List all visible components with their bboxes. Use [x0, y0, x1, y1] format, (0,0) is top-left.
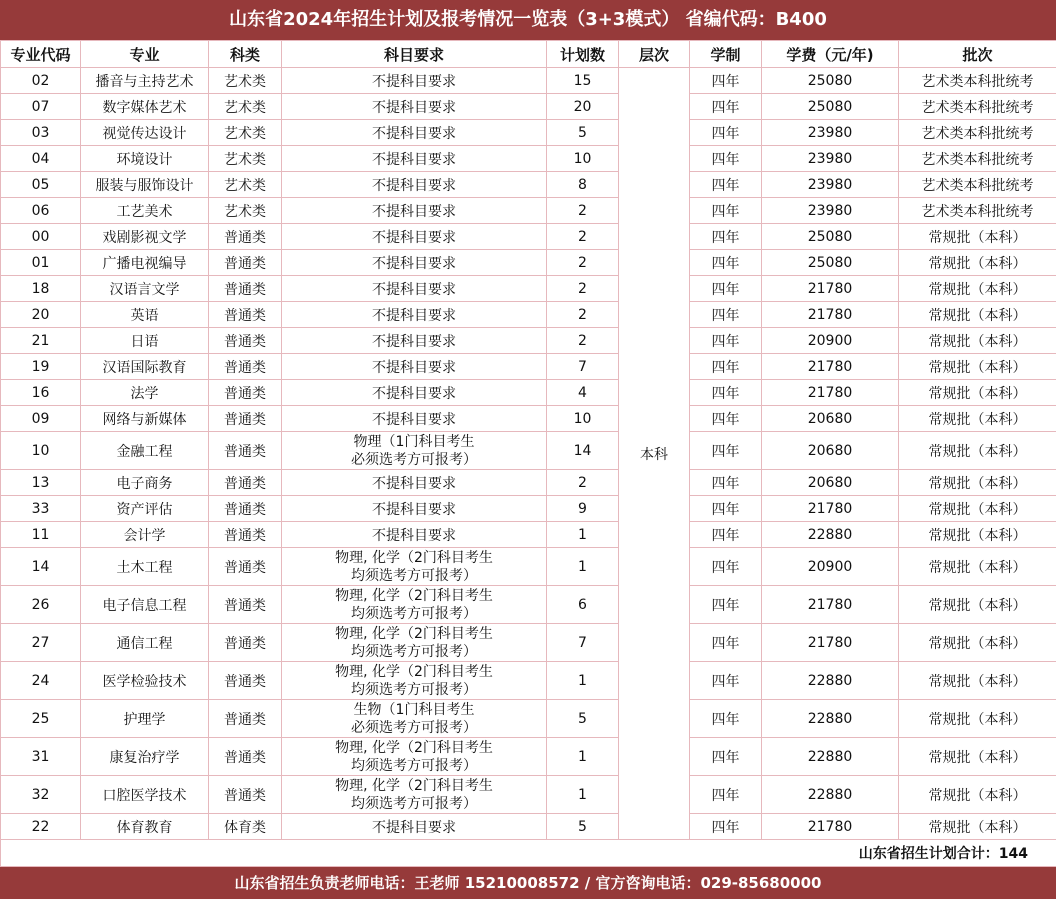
category-cell: 体育类	[209, 814, 282, 840]
plan-count-cell: 15	[547, 68, 619, 94]
plan-count-cell: 5	[547, 814, 619, 840]
subject-requirement-cell	[282, 120, 547, 146]
duration-cell: 四年	[690, 328, 762, 354]
duration-cell: 四年	[690, 354, 762, 380]
subject-requirement-line: 不提科目要求	[372, 819, 456, 836]
batch-cell: 常规批（本科）	[899, 814, 1056, 840]
subject-requirement-cell	[282, 406, 547, 432]
subject-requirement-cell	[282, 496, 547, 522]
tuition-cell: 25080	[762, 94, 899, 120]
table-row	[1, 814, 1056, 840]
plan-count-cell: 2	[547, 250, 619, 276]
duration-cell: 四年	[690, 470, 762, 496]
subject-requirement-line: 物理, 化学（2门科目考生	[335, 625, 493, 642]
major-name-cell: 数字媒体艺术	[81, 94, 209, 120]
duration-cell: 四年	[690, 198, 762, 224]
major-code-cell: 32	[1, 776, 81, 814]
duration-cell: 四年	[690, 302, 762, 328]
table-body	[1, 68, 1056, 840]
tuition-cell: 23980	[762, 172, 899, 198]
batch-cell: 艺术类本科批统考	[899, 94, 1056, 120]
subject-requirement-line: 均须选考方可报考）	[351, 605, 477, 622]
major-code-cell: 05	[1, 172, 81, 198]
plan-count-cell: 4	[547, 380, 619, 406]
plan-count-cell: 7	[547, 624, 619, 662]
table-row	[1, 302, 1056, 328]
subject-requirement-line: 不提科目要求	[372, 99, 456, 116]
batch-cell: 常规批（本科）	[899, 406, 1056, 432]
major-name-cell: 广播电视编导	[81, 250, 209, 276]
plan-count-cell: 2	[547, 328, 619, 354]
table-row	[1, 548, 1056, 586]
enrollment-table	[0, 40, 1056, 867]
major-code-cell: 13	[1, 470, 81, 496]
duration-cell: 四年	[690, 380, 762, 406]
plan-count-cell: 2	[547, 224, 619, 250]
category-cell: 普通类	[209, 276, 282, 302]
subject-requirement-cell	[282, 738, 547, 776]
plan-count-cell: 2	[547, 276, 619, 302]
header-level: 层次	[619, 41, 690, 68]
duration-cell: 四年	[690, 68, 762, 94]
subject-requirement-line: 不提科目要求	[372, 501, 456, 518]
table-row	[1, 406, 1056, 432]
tuition-cell: 21780	[762, 354, 899, 380]
table-row	[1, 68, 1056, 94]
duration-cell: 四年	[690, 94, 762, 120]
major-code-cell: 18	[1, 276, 81, 302]
subject-requirement-line: 不提科目要求	[372, 229, 456, 246]
subject-requirement-line: 不提科目要求	[372, 385, 456, 402]
subject-requirement-cell	[282, 522, 547, 548]
duration-cell: 四年	[690, 224, 762, 250]
subject-requirement-cell	[282, 380, 547, 406]
plan-count-cell: 2	[547, 302, 619, 328]
header-major: 专业	[81, 41, 209, 68]
batch-cell: 艺术类本科批统考	[899, 198, 1056, 224]
table-row	[1, 250, 1056, 276]
major-name-cell: 资产评估	[81, 496, 209, 522]
duration-cell: 四年	[690, 522, 762, 548]
category-cell: 普通类	[209, 224, 282, 250]
table-row	[1, 146, 1056, 172]
batch-cell: 艺术类本科批统考	[899, 120, 1056, 146]
major-name-cell: 护理学	[81, 700, 209, 738]
header-batch: 批次	[899, 41, 1056, 68]
major-name-cell: 口腔医学技术	[81, 776, 209, 814]
batch-cell: 常规批（本科）	[899, 276, 1056, 302]
major-name-cell: 工艺美术	[81, 198, 209, 224]
major-name-cell: 医学检验技术	[81, 662, 209, 700]
tuition-cell: 21780	[762, 624, 899, 662]
table-row	[1, 276, 1056, 302]
level-cell: 本科	[619, 68, 690, 840]
table-row	[1, 496, 1056, 522]
major-name-cell: 汉语言文学	[81, 276, 209, 302]
table-row	[1, 738, 1056, 776]
major-code-cell: 33	[1, 496, 81, 522]
subject-requirement-line: 物理, 化学（2门科目考生	[335, 663, 493, 680]
table-row	[1, 94, 1056, 120]
tuition-cell: 21780	[762, 380, 899, 406]
subject-requirement-line: 均须选考方可报考）	[351, 567, 477, 584]
table-row	[1, 354, 1056, 380]
major-code-cell: 04	[1, 146, 81, 172]
plan-count-cell: 1	[547, 548, 619, 586]
table-row	[1, 624, 1056, 662]
subject-requirement-line: 均须选考方可报考）	[351, 681, 477, 698]
category-cell: 普通类	[209, 522, 282, 548]
batch-cell: 常规批（本科）	[899, 380, 1056, 406]
batch-cell: 艺术类本科批统考	[899, 146, 1056, 172]
category-cell: 普通类	[209, 586, 282, 624]
subject-requirement-cell	[282, 586, 547, 624]
tuition-cell: 22880	[762, 700, 899, 738]
subject-requirement-cell	[282, 172, 547, 198]
duration-cell: 四年	[690, 548, 762, 586]
table-row	[1, 224, 1056, 250]
subject-requirement-line: 不提科目要求	[372, 307, 456, 324]
plan-count-cell: 20	[547, 94, 619, 120]
category-cell: 普通类	[209, 496, 282, 522]
plan-count-cell: 8	[547, 172, 619, 198]
major-code-cell: 16	[1, 380, 81, 406]
subject-requirement-cell	[282, 700, 547, 738]
subject-requirement-cell	[282, 68, 547, 94]
major-code-cell: 02	[1, 68, 81, 94]
total-plan-count: 山东省招生计划合计：144	[1, 840, 1056, 867]
plan-count-cell: 2	[547, 470, 619, 496]
tuition-cell: 20900	[762, 548, 899, 586]
duration-cell: 四年	[690, 662, 762, 700]
plan-count-cell: 10	[547, 406, 619, 432]
major-name-cell: 服装与服饰设计	[81, 172, 209, 198]
plan-count-cell: 2	[547, 198, 619, 224]
table-row	[1, 432, 1056, 470]
subject-requirement-line: 物理, 化学（2门科目考生	[335, 587, 493, 604]
subject-requirement-line: 不提科目要求	[372, 255, 456, 272]
category-cell: 普通类	[209, 776, 282, 814]
major-code-cell: 06	[1, 198, 81, 224]
duration-cell: 四年	[690, 250, 762, 276]
duration-cell: 四年	[690, 406, 762, 432]
plan-count-cell: 6	[547, 586, 619, 624]
major-code-cell: 14	[1, 548, 81, 586]
page-title: 山东省2024年招生计划及报考情况一览表（3+3模式） 省编代码：B400	[0, 0, 1056, 40]
subject-requirement-cell	[282, 776, 547, 814]
duration-cell: 四年	[690, 120, 762, 146]
major-name-cell: 土木工程	[81, 548, 209, 586]
major-name-cell: 金融工程	[81, 432, 209, 470]
category-cell: 普通类	[209, 250, 282, 276]
plan-count-cell: 1	[547, 738, 619, 776]
table-row	[1, 198, 1056, 224]
batch-cell: 常规批（本科）	[899, 738, 1056, 776]
subject-requirement-cell	[282, 548, 547, 586]
header-plan-count: 计划数	[547, 41, 619, 68]
subject-requirement-cell	[282, 354, 547, 380]
major-code-cell: 24	[1, 662, 81, 700]
table-row	[1, 328, 1056, 354]
duration-cell: 四年	[690, 814, 762, 840]
major-code-cell: 01	[1, 250, 81, 276]
batch-cell: 常规批（本科）	[899, 522, 1056, 548]
batch-cell: 艺术类本科批统考	[899, 68, 1056, 94]
subject-requirement-line: 不提科目要求	[372, 73, 456, 90]
major-code-cell: 22	[1, 814, 81, 840]
subject-requirement-line: 不提科目要求	[372, 359, 456, 376]
major-code-cell: 11	[1, 522, 81, 548]
batch-cell: 常规批（本科）	[899, 548, 1056, 586]
subject-requirement-line: 不提科目要求	[372, 151, 456, 168]
batch-cell: 常规批（本科）	[899, 624, 1056, 662]
tuition-cell: 23980	[762, 120, 899, 146]
category-cell: 普通类	[209, 662, 282, 700]
tuition-cell: 21780	[762, 302, 899, 328]
plan-count-cell: 5	[547, 700, 619, 738]
tuition-cell: 21780	[762, 586, 899, 624]
batch-cell: 常规批（本科）	[899, 586, 1056, 624]
duration-cell: 四年	[690, 586, 762, 624]
batch-cell: 艺术类本科批统考	[899, 172, 1056, 198]
table-row	[1, 586, 1056, 624]
duration-cell: 四年	[690, 172, 762, 198]
major-name-cell: 播音与主持艺术	[81, 68, 209, 94]
subject-requirement-line: 不提科目要求	[372, 125, 456, 142]
tuition-cell: 20680	[762, 432, 899, 470]
category-cell: 艺术类	[209, 94, 282, 120]
major-code-cell: 10	[1, 432, 81, 470]
category-cell: 普通类	[209, 738, 282, 776]
category-cell: 普通类	[209, 432, 282, 470]
tuition-cell: 22880	[762, 662, 899, 700]
major-name-cell: 体育教育	[81, 814, 209, 840]
subject-requirement-line: 不提科目要求	[372, 527, 456, 544]
duration-cell: 四年	[690, 700, 762, 738]
category-cell: 艺术类	[209, 68, 282, 94]
subject-requirement-line: 不提科目要求	[372, 333, 456, 350]
major-name-cell: 视觉传达设计	[81, 120, 209, 146]
major-name-cell: 环境设计	[81, 146, 209, 172]
subject-requirement-cell	[282, 814, 547, 840]
category-cell: 艺术类	[209, 172, 282, 198]
batch-cell: 常规批（本科）	[899, 328, 1056, 354]
table-row	[1, 470, 1056, 496]
subject-requirement-line: 不提科目要求	[372, 475, 456, 492]
category-cell: 普通类	[209, 548, 282, 586]
batch-cell: 常规批（本科）	[899, 302, 1056, 328]
tuition-cell: 25080	[762, 224, 899, 250]
major-code-cell: 00	[1, 224, 81, 250]
subject-requirement-line: 必须选考方可报考）	[351, 719, 477, 736]
table-header-row	[1, 41, 1056, 68]
category-cell: 普通类	[209, 700, 282, 738]
duration-cell: 四年	[690, 738, 762, 776]
batch-cell: 常规批（本科）	[899, 224, 1056, 250]
total-row	[1, 840, 1056, 867]
plan-count-cell: 14	[547, 432, 619, 470]
major-name-cell: 电子信息工程	[81, 586, 209, 624]
table-row	[1, 776, 1056, 814]
major-code-cell: 19	[1, 354, 81, 380]
subject-requirement-cell	[282, 328, 547, 354]
duration-cell: 四年	[690, 432, 762, 470]
tuition-cell: 21780	[762, 496, 899, 522]
tuition-cell: 20680	[762, 406, 899, 432]
batch-cell: 常规批（本科）	[899, 776, 1056, 814]
major-name-cell: 会计学	[81, 522, 209, 548]
header-subject-requirement: 科目要求	[282, 41, 547, 68]
major-code-cell: 21	[1, 328, 81, 354]
plan-count-cell: 1	[547, 522, 619, 548]
subject-requirement-cell	[282, 432, 547, 470]
subject-requirement-line: 物理, 化学（2门科目考生	[335, 739, 493, 756]
subject-requirement-cell	[282, 624, 547, 662]
table-row	[1, 120, 1056, 146]
batch-cell: 常规批（本科）	[899, 700, 1056, 738]
contact-footer: 山东省招生负责老师电话：王老师 15210008572 / 官方咨询电话：029-85680000	[0, 867, 1056, 899]
major-name-cell: 电子商务	[81, 470, 209, 496]
header-tuition: 学费（元/年)	[762, 41, 899, 68]
major-name-cell: 汉语国际教育	[81, 354, 209, 380]
category-cell: 艺术类	[209, 198, 282, 224]
tuition-cell: 20680	[762, 470, 899, 496]
subject-requirement-cell	[282, 662, 547, 700]
major-name-cell: 日语	[81, 328, 209, 354]
major-name-cell: 康复治疗学	[81, 738, 209, 776]
batch-cell: 常规批（本科）	[899, 496, 1056, 522]
tuition-cell: 22880	[762, 738, 899, 776]
major-name-cell: 英语	[81, 302, 209, 328]
category-cell: 普通类	[209, 354, 282, 380]
subject-requirement-cell	[282, 94, 547, 120]
subject-requirement-cell	[282, 198, 547, 224]
table-row	[1, 662, 1056, 700]
major-name-cell: 法学	[81, 380, 209, 406]
table-row	[1, 700, 1056, 738]
table-row	[1, 522, 1056, 548]
subject-requirement-line: 必须选考方可报考）	[351, 451, 477, 468]
batch-cell: 常规批（本科）	[899, 250, 1056, 276]
table-row	[1, 380, 1056, 406]
header-category: 科类	[209, 41, 282, 68]
subject-requirement-line: 均须选考方可报考）	[351, 795, 477, 812]
major-name-cell: 通信工程	[81, 624, 209, 662]
header-duration: 学制	[690, 41, 762, 68]
subject-requirement-line: 物理（1门科目考生	[353, 433, 475, 450]
subject-requirement-cell	[282, 470, 547, 496]
duration-cell: 四年	[690, 776, 762, 814]
subject-requirement-line: 不提科目要求	[372, 177, 456, 194]
major-code-cell: 07	[1, 94, 81, 120]
tuition-cell: 20900	[762, 328, 899, 354]
batch-cell: 常规批（本科）	[899, 662, 1056, 700]
tuition-cell: 21780	[762, 814, 899, 840]
subject-requirement-cell	[282, 302, 547, 328]
subject-requirement-line: 不提科目要求	[372, 203, 456, 220]
plan-count-cell: 5	[547, 120, 619, 146]
major-code-cell: 03	[1, 120, 81, 146]
subject-requirement-line: 不提科目要求	[372, 281, 456, 298]
batch-cell: 常规批（本科）	[899, 432, 1056, 470]
major-code-cell: 09	[1, 406, 81, 432]
plan-count-cell: 10	[547, 146, 619, 172]
subject-requirement-line: 不提科目要求	[372, 411, 456, 428]
batch-cell: 常规批（本科）	[899, 470, 1056, 496]
plan-count-cell: 7	[547, 354, 619, 380]
tuition-cell: 23980	[762, 198, 899, 224]
category-cell: 艺术类	[209, 146, 282, 172]
subject-requirement-cell	[282, 276, 547, 302]
tuition-cell: 25080	[762, 250, 899, 276]
tuition-cell: 22880	[762, 776, 899, 814]
major-code-cell: 31	[1, 738, 81, 776]
plan-count-cell: 1	[547, 776, 619, 814]
header-code: 专业代码	[1, 41, 81, 68]
major-name-cell: 戏剧影视文学	[81, 224, 209, 250]
tuition-cell: 22880	[762, 522, 899, 548]
category-cell: 普通类	[209, 380, 282, 406]
category-cell: 普通类	[209, 302, 282, 328]
tuition-cell: 21780	[762, 276, 899, 302]
subject-requirement-line: 均须选考方可报考）	[351, 643, 477, 660]
subject-requirement-line: 生物（1门科目考生	[353, 701, 475, 718]
subject-requirement-line: 均须选考方可报考）	[351, 757, 477, 774]
subject-requirement-cell	[282, 250, 547, 276]
category-cell: 普通类	[209, 624, 282, 662]
duration-cell: 四年	[690, 146, 762, 172]
subject-requirement-cell	[282, 146, 547, 172]
plan-count-cell: 1	[547, 662, 619, 700]
major-code-cell: 25	[1, 700, 81, 738]
subject-requirement-cell	[282, 224, 547, 250]
batch-cell: 常规批（本科）	[899, 354, 1056, 380]
subject-requirement-line: 物理, 化学（2门科目考生	[335, 777, 493, 794]
tuition-cell: 23980	[762, 146, 899, 172]
table-row	[1, 172, 1056, 198]
category-cell: 普通类	[209, 328, 282, 354]
duration-cell: 四年	[690, 276, 762, 302]
category-cell: 艺术类	[209, 120, 282, 146]
category-cell: 普通类	[209, 470, 282, 496]
category-cell: 普通类	[209, 406, 282, 432]
tuition-cell: 25080	[762, 68, 899, 94]
major-code-cell: 20	[1, 302, 81, 328]
major-name-cell: 网络与新媒体	[81, 406, 209, 432]
duration-cell: 四年	[690, 624, 762, 662]
subject-requirement-line: 物理, 化学（2门科目考生	[335, 549, 493, 566]
major-code-cell: 27	[1, 624, 81, 662]
plan-count-cell: 9	[547, 496, 619, 522]
duration-cell: 四年	[690, 496, 762, 522]
major-code-cell: 26	[1, 586, 81, 624]
